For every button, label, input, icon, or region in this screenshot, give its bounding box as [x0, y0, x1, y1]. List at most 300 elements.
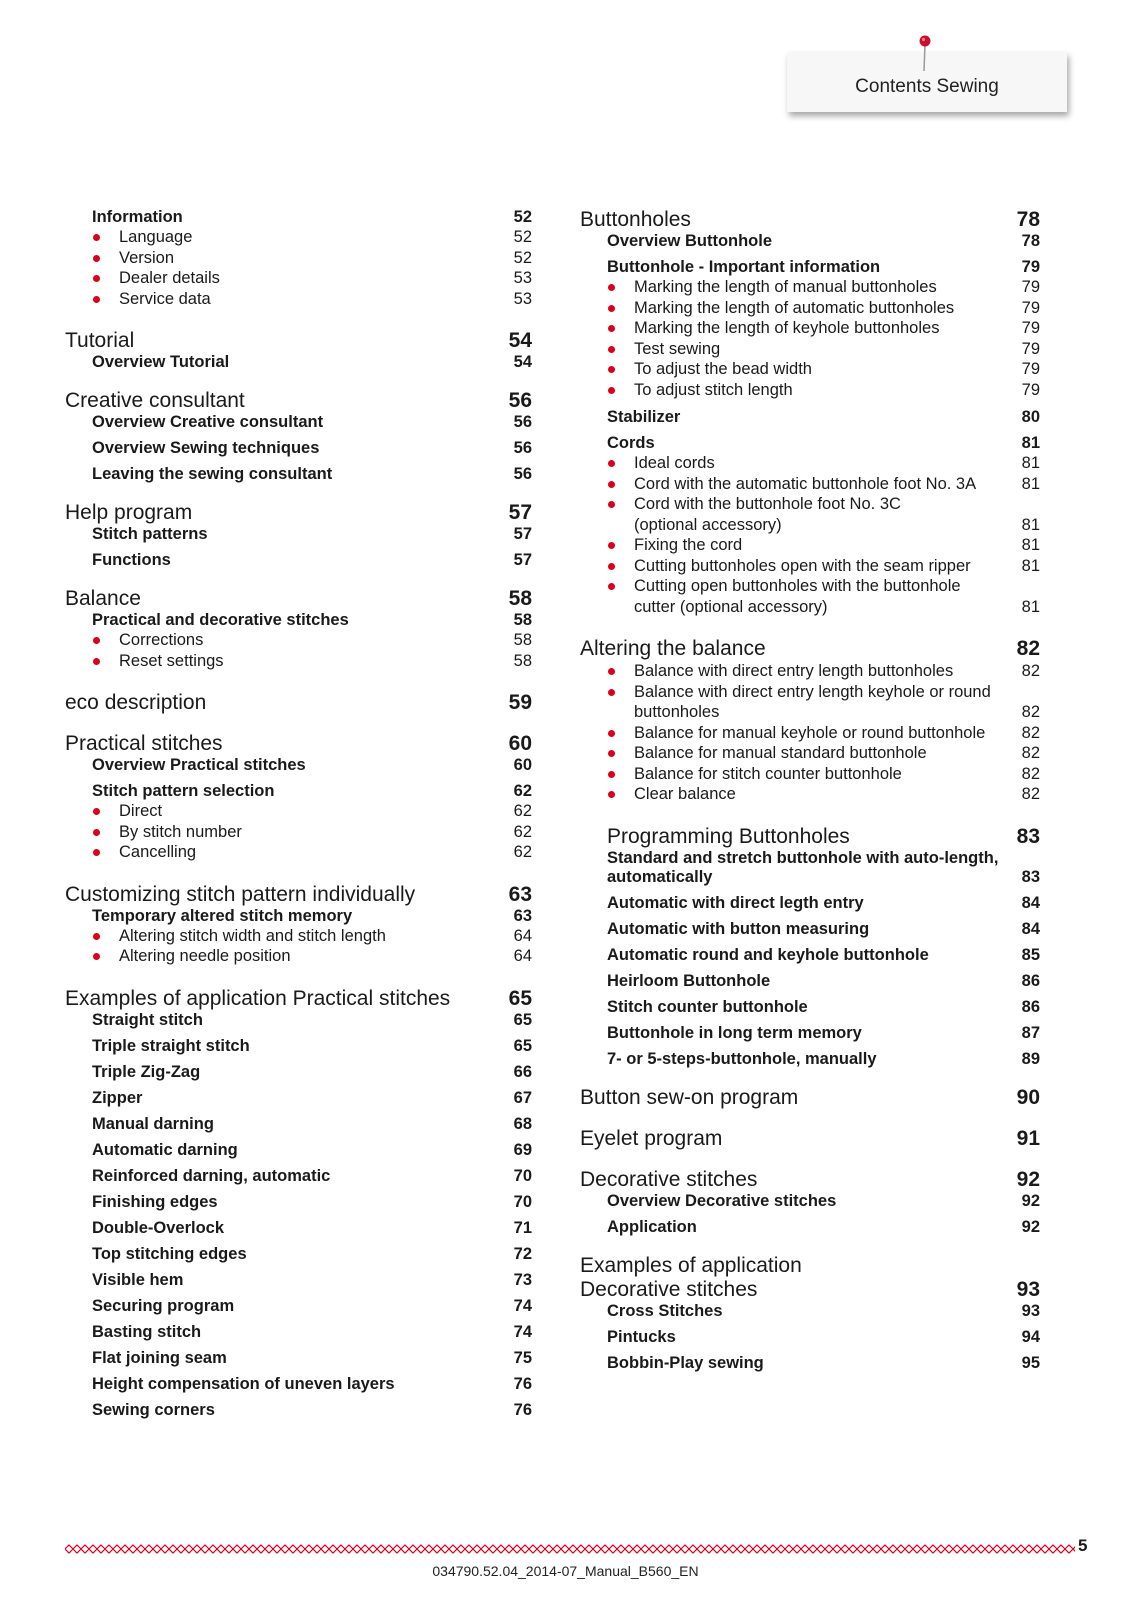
toc-entry-page: 79: [1021, 258, 1040, 276]
toc-entry-title: Heirloom Buttonhole: [607, 971, 771, 990]
toc-entry-page: 78: [1021, 232, 1040, 250]
bullet-icon: [93, 849, 100, 856]
toc-entry-page: 58: [513, 651, 532, 670]
toc-entry-title: Balance with direct entry length keyhole or round buttonholes: [634, 682, 991, 721]
toc-entry-title: Cutting buttonholes open with the seam ripper: [634, 556, 971, 575]
toc-entry-title: Reset settings: [119, 651, 224, 670]
pushpin-icon: [918, 34, 932, 72]
toc-subsection: [580, 682, 1040, 723]
bullet-icon: [608, 284, 615, 291]
toc-chapter: [580, 1254, 1040, 1302]
toc-entry-title: Overview Decorative stitches: [607, 1191, 837, 1210]
bullet-icon: [608, 771, 615, 778]
toc-subsection: [65, 946, 532, 967]
toc-entry-title: Marking the length of keyhole buttonholes: [634, 319, 940, 337]
toc-entry-title: Altering the balance: [580, 637, 766, 660]
toc-entry-title: Basting stitch: [92, 1322, 202, 1341]
bullet-icon: [608, 750, 615, 757]
toc-subsection: [65, 227, 532, 248]
toc-section: [580, 894, 1040, 913]
toc-entry-page: 79: [1021, 360, 1040, 378]
toc-entry-title: Finishing edges: [92, 1192, 218, 1211]
toc-section: [65, 782, 532, 801]
toc-entry-title: Triple straight stitch: [92, 1036, 250, 1055]
toc-subsection: [65, 842, 532, 863]
toc-section: [65, 1401, 532, 1420]
toc-section: [65, 1063, 532, 1082]
toc-subsection: [580, 723, 1040, 744]
toc-section: [580, 408, 1040, 427]
toc-entry-page: 93: [1021, 1301, 1040, 1320]
toc-entry-title: Automatic round and keyhole buttonhole: [607, 945, 929, 964]
toc-chapter: [580, 1127, 1040, 1151]
bullet-icon: [93, 808, 100, 815]
toc-entry-page: 92: [1021, 1191, 1040, 1210]
toc-entry-page: 60: [513, 756, 532, 774]
toc-entry-title: Manual darning: [92, 1114, 214, 1133]
bullet-icon: [93, 829, 100, 836]
toc-entry-page: 78: [1016, 208, 1040, 231]
toc-entry-page: 54: [513, 353, 532, 371]
toc-entry-page: 82: [1021, 785, 1040, 803]
toc-entry-page: 81: [1021, 515, 1040, 534]
toc-entry-title: Decorative stitches: [580, 1167, 758, 1191]
toc-section: [580, 1354, 1040, 1373]
toc-entry-title: Practical and decorative stitches: [92, 611, 349, 629]
toc-section: [65, 907, 532, 926]
toc-entry-page: 56: [513, 439, 532, 457]
toc-entry-page: 75: [513, 1348, 532, 1367]
toc-subsection: [65, 630, 532, 651]
toc-entry-page: 86: [1021, 997, 1040, 1016]
toc-entry-title: Test sewing: [634, 339, 721, 358]
toc-subsection: [580, 339, 1040, 360]
toc-entry-page: 62: [513, 802, 532, 820]
toc-entry-page: 53: [513, 269, 532, 287]
toc-entry-page: 81: [1021, 556, 1040, 575]
toc-subsection: [580, 556, 1040, 577]
toc-chapter: [580, 1168, 1040, 1192]
toc-entry-page: 79: [1021, 339, 1040, 358]
toc-entry-page: 74: [513, 1322, 532, 1341]
toc-section: [65, 551, 532, 570]
toc-chapter: [65, 883, 532, 907]
toc-entry-title: Buttonhole in long term memory: [607, 1023, 862, 1042]
toc-entry-title: Buttonholes: [580, 208, 691, 231]
toc-entry-title: Temporary altered stitch memory: [92, 906, 353, 925]
toc-entry-title: Service data: [119, 289, 211, 308]
toc-entry-page: 92: [1021, 1217, 1040, 1236]
toc-entry-page: 53: [513, 289, 532, 308]
toc-entry-page: 82: [1021, 723, 1040, 742]
toc-entry-title: Marking the length of manual buttonholes: [634, 278, 937, 296]
toc-entry-title: Customizing stitch pattern individually: [65, 882, 416, 906]
toc-entry-title: Buttonhole - Important information: [607, 258, 881, 276]
toc-entry-title: Standard and stretch buttonhole with auto-length, automatically: [607, 848, 999, 886]
toc-entry-title: Version: [119, 248, 175, 267]
toc-subsection: [65, 268, 532, 289]
toc-entry-title: Pintucks: [607, 1327, 676, 1346]
toc-entry-title: Leaving the sewing consultant: [92, 465, 333, 483]
toc-entry-title: Double-Overlock: [92, 1218, 225, 1237]
bullet-icon: [608, 689, 615, 696]
bullet-icon: [608, 366, 615, 373]
toc-entry-page: 62: [513, 822, 532, 841]
toc-entry-page: 82: [1021, 703, 1040, 721]
toc-entry-page: 64: [513, 926, 532, 945]
toc-entry-page: 70: [513, 1192, 532, 1211]
toc-entry-page: 67: [513, 1088, 532, 1107]
toc-subsection: [580, 576, 1040, 617]
toc-subsection: [65, 822, 532, 843]
toc-section: [580, 1024, 1040, 1043]
toc-entry-page: 82: [1021, 744, 1040, 762]
bullet-icon: [608, 563, 615, 570]
toc-entry-title: Zipper: [92, 1088, 143, 1107]
toc-section: [580, 1218, 1040, 1237]
toc-section: [65, 208, 532, 227]
toc-entry-title: Automatic with button measuring: [607, 919, 870, 938]
toc-entry-title: Balance: [65, 587, 141, 610]
toc-entry-page: 57: [513, 551, 532, 569]
toc-entry-title: Cross Stitches: [607, 1301, 723, 1320]
toc-subsection: [65, 651, 532, 672]
toc-subsection: [580, 474, 1040, 495]
toc-entry-title: Fixing the cord: [634, 536, 743, 554]
toc-entry-page: 81: [1021, 597, 1040, 616]
toc-left-column: [65, 208, 532, 1420]
toc-entry-page: 81: [1021, 454, 1040, 472]
toc-chapter: [580, 637, 1040, 661]
toc-entry-title: Dealer details: [119, 269, 220, 287]
toc-entry-title: Help program: [65, 501, 193, 524]
toc-entry-title: Bobbin-Play sewing: [607, 1353, 764, 1372]
toc-entry-page: 80: [1021, 408, 1040, 426]
toc-section: [65, 1089, 532, 1108]
bullet-icon: [93, 296, 100, 303]
bullet-icon: [608, 481, 615, 488]
toc-entry-title: Language: [119, 228, 193, 246]
toc-entry-page: 89: [1021, 1049, 1040, 1068]
toc-section: [65, 353, 532, 372]
toc-entry-page: 92: [1016, 1167, 1040, 1191]
toc-entry-title: Direct: [119, 802, 163, 820]
toc-entry-title: Cancelling: [119, 843, 197, 861]
toc-section: [65, 439, 532, 458]
toc-entry-page: 52: [513, 228, 532, 246]
toc-entry-page: 54: [508, 329, 532, 352]
footer-decorative-border: [65, 1543, 1075, 1555]
toc-entry-title: Balance for manual keyhole or round buttonhole: [634, 723, 986, 742]
bullet-icon: [93, 234, 100, 241]
toc-entry-page: 62: [513, 782, 532, 800]
toc-entry-title: Overview Sewing techniques: [92, 439, 320, 457]
bullet-icon: [93, 933, 100, 940]
toc-section: [580, 972, 1040, 991]
toc-entry-title: Cords: [607, 434, 655, 452]
toc-subsection: [580, 743, 1040, 764]
toc-entry-title: Cord with the buttonhole foot No. 3C (optional accessory): [634, 495, 901, 534]
toc-subsection: [580, 298, 1040, 319]
bullet-icon: [608, 791, 615, 798]
toc-entry-page: 60: [508, 732, 532, 755]
toc-entry-title: Stitch counter buttonhole: [607, 997, 808, 1016]
section-tab-title: Contents Sewing: [855, 76, 999, 97]
toc-entry-title: Overview Buttonhole: [607, 232, 773, 250]
toc-entry-title: Application: [607, 1217, 697, 1236]
toc-entry-page: 56: [513, 465, 532, 483]
bullet-icon: [608, 542, 615, 549]
toc-entry-title: To adjust the bead width: [634, 360, 812, 378]
toc-entry-title: Balance for manual standard buttonhole: [634, 744, 927, 762]
toc-entry-page: 70: [513, 1166, 532, 1185]
toc-entry-page: 62: [513, 843, 532, 861]
toc-entry-title: Straight stitch: [92, 1010, 203, 1029]
bullet-icon: [608, 730, 615, 737]
toc-chapter: [580, 825, 1040, 849]
toc-section: [65, 1297, 532, 1316]
bullet-icon: [608, 583, 615, 590]
toc-entry-title: Overview Practical stitches: [92, 756, 306, 774]
toc-entry-title: Stitch pattern selection: [92, 782, 275, 800]
toc-entry-page: 71: [513, 1218, 532, 1237]
toc-entry-page: 81: [1021, 474, 1040, 493]
bullet-icon: [608, 346, 615, 353]
toc-right-column: [580, 208, 1040, 1373]
toc-entry-title: Information: [92, 208, 183, 226]
toc-entry-page: 73: [513, 1270, 532, 1289]
toc-section: [65, 1375, 532, 1394]
toc-entry-title: Flat joining seam: [92, 1348, 227, 1367]
toc-entry-page: 74: [513, 1296, 532, 1315]
toc-section: [580, 434, 1040, 453]
toc-entry-page: 57: [513, 525, 532, 543]
toc-chapter: [65, 987, 532, 1011]
toc-entry-page: 66: [513, 1062, 532, 1081]
toc-section: [65, 1011, 532, 1030]
toc-entry-page: 68: [513, 1114, 532, 1133]
toc-section: [65, 1245, 532, 1264]
toc-entry-page: 63: [513, 906, 532, 925]
toc-entry-title: Stabilizer: [607, 408, 681, 426]
bullet-icon: [608, 387, 615, 394]
toc-entry-page: 81: [1021, 434, 1040, 452]
toc-entry-title: Altering needle position: [119, 947, 291, 965]
toc-entry-page: 76: [513, 1374, 532, 1393]
toc-entry-page: 58: [508, 587, 532, 610]
toc-entry-title: Cord with the automatic buttonhole foot No. 3A: [634, 474, 977, 493]
toc-entry-page: 79: [1021, 319, 1040, 337]
toc-entry-page: 83: [1016, 824, 1040, 848]
toc-entry-title: Sewing corners: [92, 1400, 215, 1419]
toc-entry-title: Visible hem: [92, 1270, 184, 1289]
toc-section: [580, 998, 1040, 1017]
toc-section: [65, 1271, 532, 1290]
toc-entry-title: Programming Buttonholes: [607, 824, 850, 848]
toc-entry-title: To adjust stitch length: [634, 380, 793, 399]
toc-section: [65, 525, 532, 544]
toc-entry-page: 52: [513, 248, 532, 267]
toc-entry-page: 84: [1021, 919, 1040, 938]
toc-entry-title: 7- or 5-steps-buttonhole, manually: [607, 1049, 877, 1068]
toc-subsection: [65, 926, 532, 947]
toc-entry-title: Reinforced darning, automatic: [92, 1166, 331, 1185]
toc-subsection: [580, 380, 1040, 401]
toc-section: [580, 1302, 1040, 1321]
toc-entry-title: Cutting open buttonholes with the buttonhole cutter (optional accessory): [634, 577, 961, 616]
bullet-icon: [93, 953, 100, 960]
toc-entry-title: Overview Tutorial: [92, 353, 230, 371]
toc-entry-page: 84: [1021, 893, 1040, 912]
toc-section: [580, 1050, 1040, 1069]
toc-entry-title: Height compensation of uneven layers: [92, 1374, 395, 1393]
bullet-icon: [93, 658, 100, 665]
bullet-icon: [608, 501, 615, 508]
toc-section: [580, 258, 1040, 277]
document-id: 034790.52.04_2014-07_Manual_B560_EN: [432, 1563, 699, 1579]
toc-entry-title: Triple Zig-Zag: [92, 1062, 201, 1081]
toc-entry-page: 56: [508, 389, 532, 412]
toc-entry-page: 93: [1016, 1277, 1040, 1301]
toc-entry-title: Practical stitches: [65, 732, 223, 755]
toc-section: [65, 1323, 532, 1342]
toc-section: [580, 232, 1040, 251]
toc-entry-title: Button sew-on program: [580, 1085, 799, 1109]
toc-entry-page: 69: [513, 1140, 532, 1159]
toc-chapter: [580, 208, 1040, 232]
toc-subsection: [580, 661, 1040, 682]
toc-section: [65, 611, 532, 630]
toc-subsection: [580, 359, 1040, 380]
toc-subsection: [65, 289, 532, 310]
toc-entry-page: 95: [1021, 1353, 1040, 1372]
toc-entry-page: 65: [513, 1010, 532, 1029]
toc-entry-page: 79: [1021, 380, 1040, 399]
bullet-icon: [608, 305, 615, 312]
toc-subsection: [580, 764, 1040, 785]
toc-entry-page: 76: [513, 1400, 532, 1419]
toc-entry-title: Overview Creative consultant: [92, 413, 324, 431]
toc-subsection: [580, 784, 1040, 805]
toc-entry-page: 65: [508, 986, 532, 1010]
toc-entry-page: 83: [1021, 867, 1040, 886]
toc-entry-page: 81: [1021, 536, 1040, 554]
toc-entry-title: By stitch number: [119, 822, 242, 841]
bullet-icon: [608, 460, 615, 467]
toc-entry-title: Ideal cords: [634, 454, 715, 472]
toc-entry-page: 91: [1016, 1126, 1040, 1150]
toc-subsection: [580, 453, 1040, 474]
toc-entry-page: 90: [1016, 1085, 1040, 1109]
bullet-icon: [93, 255, 100, 262]
toc-subsection: [580, 277, 1040, 298]
toc-entry-title: Creative consultant: [65, 389, 245, 412]
toc-entry-title: Balance with direct entry length buttonholes: [634, 662, 954, 680]
toc-entry-page: 72: [513, 1244, 532, 1263]
bullet-icon: [608, 668, 615, 675]
toc-entry-title: Securing program: [92, 1296, 235, 1315]
toc-section: [580, 849, 1040, 887]
toc-entry-page: 85: [1021, 945, 1040, 964]
toc-section: [65, 1349, 532, 1368]
toc-section: [65, 1193, 532, 1212]
toc-subsection: [580, 494, 1040, 535]
toc-section: [580, 1192, 1040, 1211]
toc-entry-page: 87: [1021, 1023, 1040, 1042]
toc-entry-page: 58: [513, 611, 532, 629]
toc-section: [65, 465, 532, 484]
toc-entry-title: Marking the length of automatic buttonholes: [634, 298, 955, 317]
toc-entry-page: 63: [508, 882, 532, 906]
toc-entry-page: 57: [508, 501, 532, 524]
toc-entry-title: Examples of application Decorative stitches: [580, 1253, 802, 1301]
toc-entry-page: 64: [513, 947, 532, 965]
toc-entry-page: 82: [1021, 764, 1040, 783]
toc-entry-title: Tutorial: [65, 329, 135, 352]
toc-entry-page: 79: [1021, 298, 1040, 317]
toc-section: [65, 1219, 532, 1238]
toc-section: [65, 1037, 532, 1056]
toc-entry-title: Clear balance: [634, 785, 736, 803]
toc-subsection: [65, 248, 532, 269]
toc-chapter: [65, 691, 532, 715]
toc-entry-title: Balance for stitch counter buttonhole: [634, 764, 902, 783]
toc-section: [65, 1115, 532, 1134]
toc-chapter: [65, 587, 532, 611]
toc-chapter: [65, 329, 532, 353]
toc-section: [580, 920, 1040, 939]
toc-entry-title: Functions: [92, 551, 171, 569]
toc-chapter: [65, 732, 532, 756]
toc-entry-page: 65: [513, 1036, 532, 1055]
toc-section: [65, 1141, 532, 1160]
toc-entry-page: 82: [1016, 637, 1040, 660]
toc-entry-title: Corrections: [119, 631, 204, 649]
bullet-icon: [93, 275, 100, 282]
toc-entry-title: eco description: [65, 691, 207, 714]
toc-entry-page: 82: [1021, 662, 1040, 680]
toc-chapter: [65, 501, 532, 525]
page-number: 5: [1078, 1536, 1088, 1555]
toc-subsection: [65, 801, 532, 822]
toc-entry-title: Examples of application Practical stitches: [65, 986, 451, 1010]
toc-chapter: [580, 1086, 1040, 1110]
toc-entry-page: 52: [513, 208, 532, 226]
toc-entry-page: 59: [508, 691, 532, 714]
toc-subsection: [580, 318, 1040, 339]
toc-chapter: [65, 389, 532, 413]
bullet-icon: [608, 325, 615, 332]
toc-subsection: [580, 535, 1040, 556]
toc-section: [580, 946, 1040, 965]
toc-entry-page: 56: [513, 413, 532, 431]
toc-entry-title: Top stitching edges: [92, 1244, 247, 1263]
toc-entry-title: Automatic darning: [92, 1140, 238, 1159]
toc-entry-page: 79: [1021, 278, 1040, 296]
bullet-icon: [93, 637, 100, 644]
toc-entry-title: Stitch patterns: [92, 525, 208, 543]
toc-entry-page: 58: [513, 631, 532, 649]
toc-section: [65, 413, 532, 432]
toc-entry-title: Eyelet program: [580, 1126, 723, 1150]
toc-entry-page: 94: [1021, 1327, 1040, 1346]
toc-section: [65, 756, 532, 775]
toc-entry-page: 86: [1021, 971, 1040, 990]
toc-section: [65, 1167, 532, 1186]
toc-entry-title: Altering stitch width and stitch length: [119, 926, 386, 945]
toc-entry-title: Automatic with direct legth entry: [607, 893, 864, 912]
toc-section: [580, 1328, 1040, 1347]
